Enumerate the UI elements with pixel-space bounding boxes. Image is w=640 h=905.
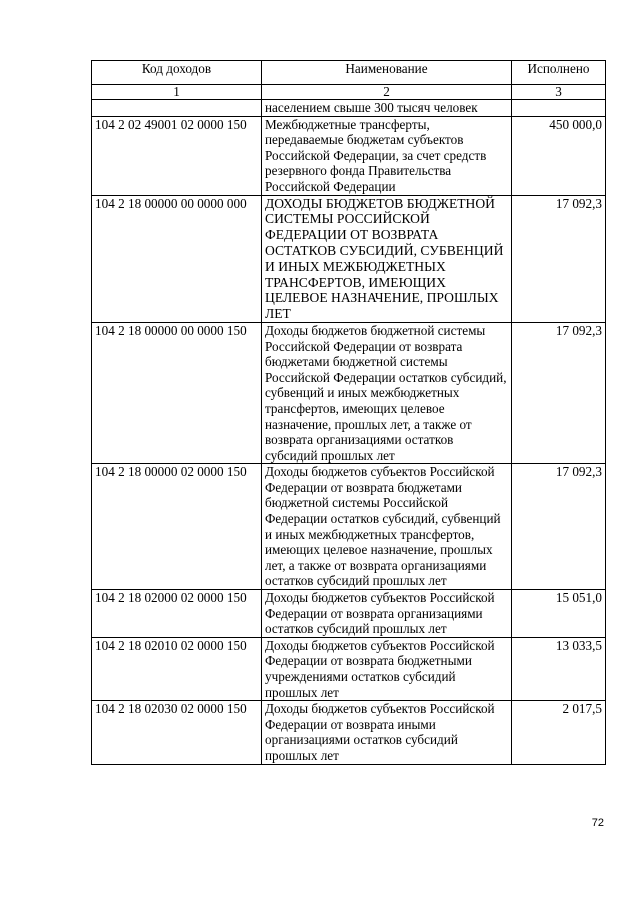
executed-amount: 17 092,3 (512, 195, 606, 322)
revenue-code: 104 2 18 02000 02 0000 150 (92, 590, 262, 638)
header-name: Наименование (262, 61, 512, 85)
column-number-row (92, 85, 606, 100)
table-row (92, 637, 606, 700)
revenue-table (91, 60, 606, 765)
revenue-code: 104 2 18 00000 02 0000 150 (92, 464, 262, 590)
table-row (92, 195, 606, 322)
revenue-name: Доходы бюджетов субъектов Российской Федерации от возврата бюджетами бюджетной системы Российской Федерации остатков субсидий, субвенций и иных межбюджетных трансфертов, имеющих целевое назначение, прошлых лет, а также от возврата организациями остатков субсидий прошлых лет (262, 464, 512, 590)
executed-amount: 15 051,0 (512, 590, 606, 638)
column-number-3: 3 (512, 85, 606, 100)
table-row (92, 590, 606, 638)
revenue-name: Межбюджетные трансферты, передаваемые бюджетам субъектов Российской Федерации, за счет средств резервного фонда Правительства Российской Федерации (262, 116, 512, 195)
header-row (92, 61, 606, 85)
column-number-2: 2 (262, 85, 512, 100)
revenue-name: Доходы бюджетов субъектов Российской Федерации от возврата иными организациями остатков субсидий прошлых лет (262, 701, 512, 764)
revenue-code: 104 2 18 00000 00 0000 150 (92, 322, 262, 463)
continuation-amount-cell (512, 100, 606, 117)
executed-amount: 450 000,0 (512, 116, 606, 195)
page-number: 72 (591, 817, 604, 829)
continuation-code-cell (92, 100, 262, 117)
executed-amount: 2 017,5 (512, 701, 606, 764)
revenue-name: Доходы бюджетов бюджетной системы Российской Федерации от возврата бюджетами бюджетной системы Российской Федерации остатков субсидий, субвенций и иных межбюджетных трансфертов, имеющих целевое назначение, прошлых лет, а также от возврата организациями остатков субсидий прошлых лет (262, 322, 512, 463)
executed-amount: 17 092,3 (512, 464, 606, 590)
revenue-code: 104 2 18 02030 02 0000 150 (92, 701, 262, 764)
revenue-name: Доходы бюджетов субъектов Российской Федерации от возврата бюджетными учреждениями остатков субсидий прошлых лет (262, 637, 512, 700)
header-executed: Исполнено (512, 61, 606, 85)
revenue-code: 104 2 02 49001 02 0000 150 (92, 116, 262, 195)
table-row (92, 701, 606, 764)
continuation-name-cell: населением свыше 300 тысяч человек (262, 100, 512, 117)
executed-amount: 13 033,5 (512, 637, 606, 700)
revenue-code: 104 2 18 00000 00 0000 000 (92, 195, 262, 322)
table-row (92, 464, 606, 590)
revenue-name: Доходы бюджетов субъектов Российской Федерации от возврата организациями остатков субсидий прошлых лет (262, 590, 512, 638)
executed-amount: 17 092,3 (512, 322, 606, 463)
column-number-1: 1 (92, 85, 262, 100)
revenue-code: 104 2 18 02010 02 0000 150 (92, 637, 262, 700)
continuation-row (92, 100, 606, 117)
revenue-name: ДОХОДЫ БЮДЖЕТОВ БЮДЖЕТНОЙ СИСТЕМЫ РОССИЙСКОЙ ФЕДЕРАЦИИ ОТ ВОЗВРАТА ОСТАТКОВ СУБСИДИЙ, СУБВЕНЦИЙ И ИНЫХ МЕЖБЮДЖЕТНЫХ ТРАНСФЕРТОВ, ИМЕЮЩИХ ЦЕЛЕВОЕ НАЗНАЧЕНИЕ, ПРОШЛЫХ ЛЕТ (262, 195, 512, 322)
table-row (92, 322, 606, 463)
table-row (92, 116, 606, 195)
header-code: Код доходов (92, 61, 262, 85)
